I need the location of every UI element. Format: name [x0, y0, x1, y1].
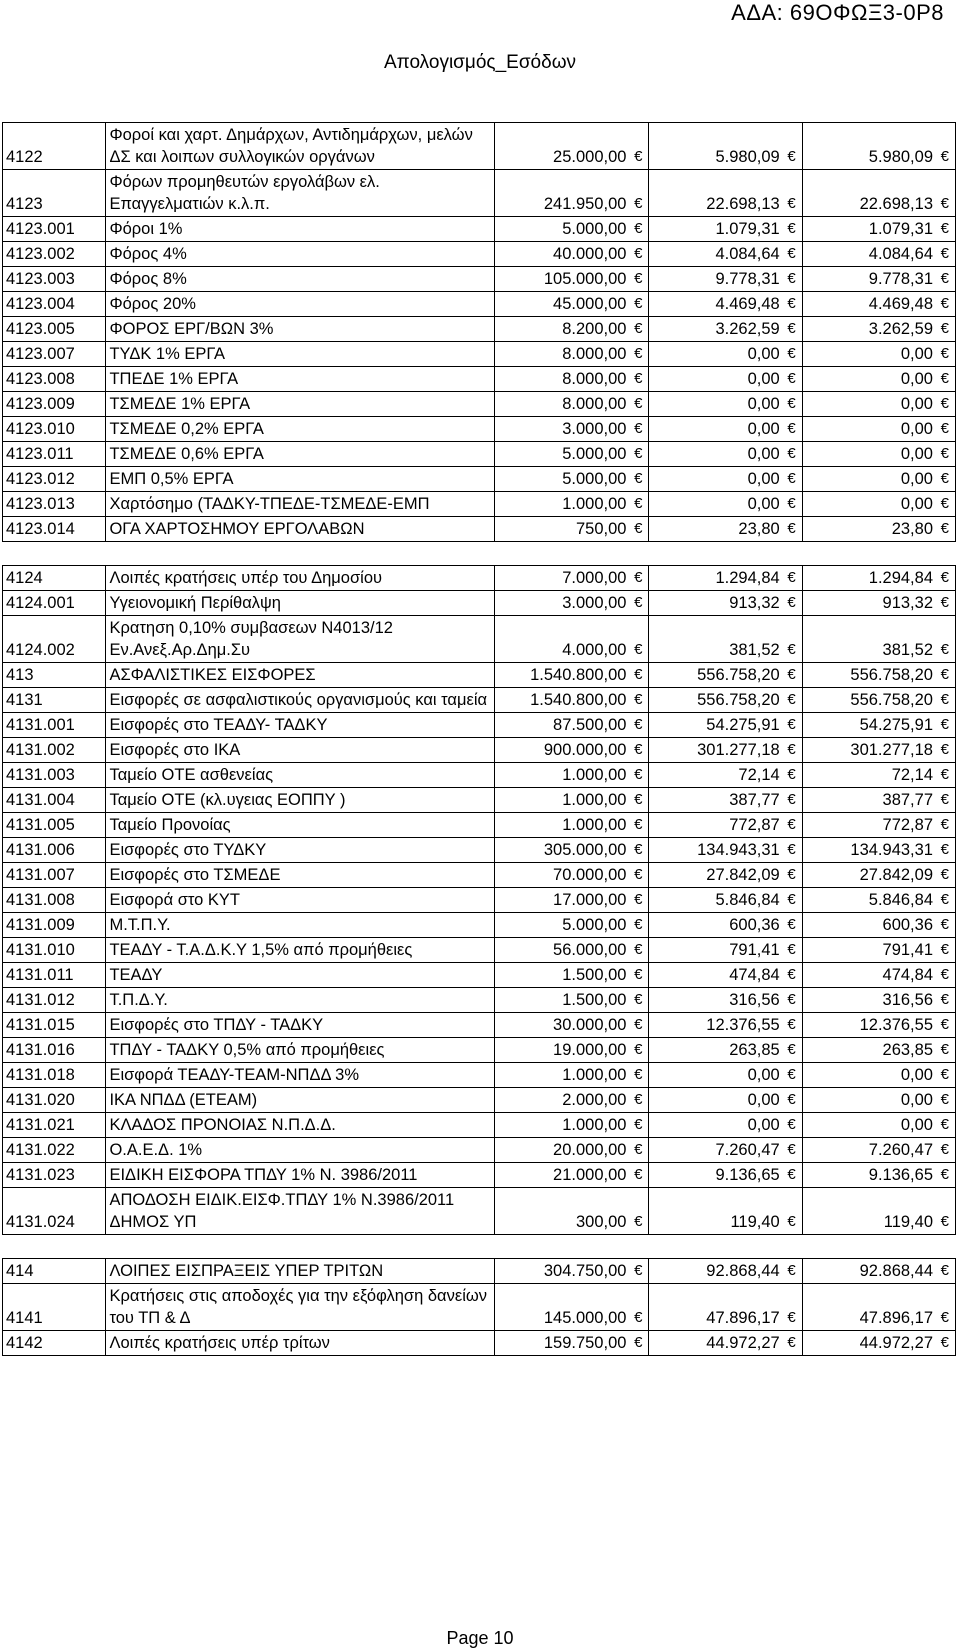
certified-amount-cell: 0,00 €: [649, 492, 802, 517]
budget-amount-cell: 40.000,00 €: [494, 242, 649, 267]
budget-amount-cell: 5.000,00 €: [494, 913, 649, 938]
description-cell: Υγειονομική Περίθαλψη: [106, 591, 494, 616]
table-row: [3, 123, 956, 170]
budget-amount-cell: 8.200,00 €: [494, 317, 649, 342]
account-code-cell: 4123.010: [3, 417, 106, 442]
description-cell: ΤΥΔΚ 1% ΕΡΓΑ: [106, 342, 494, 367]
collected-amount-cell: 0,00 €: [802, 442, 955, 467]
certified-amount-cell: 0,00 €: [649, 367, 802, 392]
table-row: [3, 1163, 956, 1188]
collected-amount-cell: 134.943,31 €: [802, 838, 955, 863]
revenue-table-body: [3, 123, 956, 1356]
description-cell: Λοιπές κρατήσεις υπέρ τρίτων: [106, 1331, 494, 1356]
account-code-cell: 4124.001: [3, 591, 106, 616]
collected-amount-cell: 4.469,48 €: [802, 292, 955, 317]
certified-amount-cell: 44.972,27 €: [649, 1331, 802, 1356]
collected-amount-cell: 0,00 €: [802, 1113, 955, 1138]
description-cell: Εισφορές στο ΤΥΔΚΥ: [106, 838, 494, 863]
budget-amount-cell: 1.540.800,00 €: [494, 688, 649, 713]
budget-amount-cell: [494, 542, 649, 566]
description-cell: Φόρος 20%: [106, 292, 494, 317]
table-row: [3, 170, 956, 217]
account-code-cell: 4131.016: [3, 1038, 106, 1063]
account-code-cell: 4123.008: [3, 367, 106, 392]
account-code-cell: 4131.011: [3, 963, 106, 988]
budget-amount-cell: 1.000,00 €: [494, 763, 649, 788]
collected-amount-cell: 27.842,09 €: [802, 863, 955, 888]
table-row: [3, 517, 956, 542]
collected-amount-cell: 772,87 €: [802, 813, 955, 838]
budget-amount-cell: 19.000,00 €: [494, 1038, 649, 1063]
account-code-cell: 4131.003: [3, 763, 106, 788]
collected-amount-cell: 316,56 €: [802, 988, 955, 1013]
budget-amount-cell: 105.000,00 €: [494, 267, 649, 292]
account-code-cell: [3, 542, 106, 566]
collected-amount-cell: 0,00 €: [802, 492, 955, 517]
account-code-cell: 4123.001: [3, 217, 106, 242]
table-row: [3, 317, 956, 342]
collected-amount-cell: 0,00 €: [802, 1063, 955, 1088]
budget-amount-cell: 1.500,00 €: [494, 988, 649, 1013]
collected-amount-cell: 7.260,47 €: [802, 1138, 955, 1163]
certified-amount-cell: 387,77 €: [649, 788, 802, 813]
description-cell: Φόρος 4%: [106, 242, 494, 267]
collected-amount-cell: 0,00 €: [802, 467, 955, 492]
description-cell: ΕΙΔΙΚΗ ΕΙΣΦΟΡΑ ΤΠΔΥ 1% Ν. 3986/2011: [106, 1163, 494, 1188]
account-code-cell: 4124: [3, 566, 106, 591]
description-cell: Κρατήσεις στις αποδοχές για την εξόφληση δανείων του ΤΠ & Δ: [106, 1284, 494, 1331]
table-row: [3, 913, 956, 938]
budget-amount-cell: 900.000,00 €: [494, 738, 649, 763]
description-cell: Κρατηση 0,10% συμβασεων Ν4013/12 Εν.Ανεξ.Αρ.Δημ.Συ: [106, 616, 494, 663]
budget-amount-cell: 3.000,00 €: [494, 591, 649, 616]
account-code-cell: 4131: [3, 688, 106, 713]
table-row: [3, 267, 956, 292]
account-code-cell: 4131.001: [3, 713, 106, 738]
table-row: [3, 1038, 956, 1063]
certified-amount-cell: 134.943,31 €: [649, 838, 802, 863]
budget-amount-cell: 8.000,00 €: [494, 392, 649, 417]
table-row: [3, 442, 956, 467]
budget-amount-cell: 8.000,00 €: [494, 367, 649, 392]
budget-amount-cell: 5.000,00 €: [494, 467, 649, 492]
budget-amount-cell: 750,00 €: [494, 517, 649, 542]
table-row: [3, 738, 956, 763]
table-row: [3, 888, 956, 913]
collected-amount-cell: 1.079,31 €: [802, 217, 955, 242]
description-cell: ΤΣΜΕΔΕ 0,2% ΕΡΓΑ: [106, 417, 494, 442]
table-row: [3, 663, 956, 688]
collected-amount-cell: 3.262,59 €: [802, 317, 955, 342]
table-row: [3, 591, 956, 616]
budget-amount-cell: 17.000,00 €: [494, 888, 649, 913]
description-cell: ΟΓΑ ΧΑΡΤΟΣΗΜΟΥ ΕΡΓΟΛΑΒΩΝ: [106, 517, 494, 542]
description-cell: Ταμείο ΟΤΕ (κλ.υγειας ΕΟΠΠΥ ): [106, 788, 494, 813]
description-cell: ΤΣΜΕΔΕ 0,6% ΕΡΓΑ: [106, 442, 494, 467]
account-code-cell: 4131.024: [3, 1188, 106, 1235]
table-row: [3, 616, 956, 663]
collected-amount-cell: 22.698,13 €: [802, 170, 955, 217]
table-row: [3, 217, 956, 242]
budget-amount-cell: 56.000,00 €: [494, 938, 649, 963]
account-code-cell: 4123.014: [3, 517, 106, 542]
description-cell: [106, 1235, 494, 1259]
certified-amount-cell: 913,32 €: [649, 591, 802, 616]
account-code-cell: 4123.011: [3, 442, 106, 467]
collected-amount-cell: 556.758,20 €: [802, 663, 955, 688]
certified-amount-cell: 9.136,65 €: [649, 1163, 802, 1188]
description-cell: ΤΕΑΔΥ: [106, 963, 494, 988]
account-code-cell: 4123.007: [3, 342, 106, 367]
table-row: [3, 838, 956, 863]
budget-amount-cell: 1.000,00 €: [494, 1113, 649, 1138]
certified-amount-cell: [649, 542, 802, 566]
description-cell: Φόρων προμηθευτών εργολάβων ελ. Επαγγελματιών κ.λ.π.: [106, 170, 494, 217]
table-row: [3, 788, 956, 813]
collected-amount-cell: 0,00 €: [802, 417, 955, 442]
budget-amount-cell: 87.500,00 €: [494, 713, 649, 738]
account-code-cell: 4131.005: [3, 813, 106, 838]
certified-amount-cell: 791,41 €: [649, 938, 802, 963]
budget-amount-cell: 1.000,00 €: [494, 788, 649, 813]
budget-amount-cell: 20.000,00 €: [494, 1138, 649, 1163]
budget-amount-cell: 25.000,00 €: [494, 123, 649, 170]
table-row: [3, 763, 956, 788]
table-row: [3, 342, 956, 367]
budget-amount-cell: 30.000,00 €: [494, 1013, 649, 1038]
table-row: [3, 1188, 956, 1235]
budget-amount-cell: 8.000,00 €: [494, 342, 649, 367]
table-row: [3, 292, 956, 317]
certified-amount-cell: 54.275,91 €: [649, 713, 802, 738]
budget-amount-cell: 1.500,00 €: [494, 963, 649, 988]
description-cell: Εισφορά ΤΕΑΔΥ-ΤΕΑΜ-ΝΠΔΔ 3%: [106, 1063, 494, 1088]
table-row: [3, 1259, 956, 1284]
page-number: Page 10: [446, 1628, 514, 1648]
table-row: [3, 467, 956, 492]
budget-amount-cell: 2.000,00 €: [494, 1088, 649, 1113]
description-cell: Χαρτόσημο (ΤΑΔΚΥ-ΤΠΕΔΕ-ΤΣΜΕΔΕ-ΕΜΠ: [106, 492, 494, 517]
account-code-cell: 4131.023: [3, 1163, 106, 1188]
account-code-cell: 4131.018: [3, 1063, 106, 1088]
table-row: [3, 1063, 956, 1088]
account-code-cell: 4123.005: [3, 317, 106, 342]
description-cell: Εισφορές στο ΤΠΔΥ - ΤΑΔΚΥ: [106, 1013, 494, 1038]
certified-amount-cell: 12.376,55 €: [649, 1013, 802, 1038]
collected-amount-cell: 92.868,44 €: [802, 1259, 955, 1284]
account-code-cell: 4131.008: [3, 888, 106, 913]
table-row: [3, 417, 956, 442]
certified-amount-cell: 0,00 €: [649, 442, 802, 467]
budget-amount-cell: 5.000,00 €: [494, 442, 649, 467]
collected-amount-cell: 0,00 €: [802, 367, 955, 392]
budget-amount-cell: 1.000,00 €: [494, 1063, 649, 1088]
certified-amount-cell: 0,00 €: [649, 1088, 802, 1113]
account-code-cell: 4131.021: [3, 1113, 106, 1138]
collected-amount-cell: 9.778,31 €: [802, 267, 955, 292]
collected-amount-cell: 44.972,27 €: [802, 1331, 955, 1356]
budget-amount-cell: 21.000,00 €: [494, 1163, 649, 1188]
certified-amount-cell: 4.469,48 €: [649, 292, 802, 317]
collected-amount-cell: 301.277,18 €: [802, 738, 955, 763]
description-cell: ΑΣΦΑΛΙΣΤΙΚΕΣ ΕΙΣΦΟΡΕΣ: [106, 663, 494, 688]
account-code-cell: 4131.004: [3, 788, 106, 813]
budget-amount-cell: 45.000,00 €: [494, 292, 649, 317]
certified-amount-cell: 9.778,31 €: [649, 267, 802, 292]
account-code-cell: 414: [3, 1259, 106, 1284]
budget-amount-cell: 1.000,00 €: [494, 492, 649, 517]
certified-amount-cell: 0,00 €: [649, 342, 802, 367]
account-code-cell: 4131.020: [3, 1088, 106, 1113]
account-code-cell: 4141: [3, 1284, 106, 1331]
description-cell: Εισφορές σε ασφαλιστικούς οργανισμούς και ταμεία: [106, 688, 494, 713]
budget-amount-cell: 241.950,00 €: [494, 170, 649, 217]
collected-amount-cell: 5.980,09 €: [802, 123, 955, 170]
certified-amount-cell: 381,52 €: [649, 616, 802, 663]
description-cell: Εισφορές στο ΤΣΜΕΔΕ: [106, 863, 494, 888]
account-code-cell: 4142: [3, 1331, 106, 1356]
certified-amount-cell: 0,00 €: [649, 392, 802, 417]
spacer-row: [3, 542, 956, 566]
budget-amount-cell: 1.540.800,00 €: [494, 663, 649, 688]
collected-amount-cell: 0,00 €: [802, 342, 955, 367]
collected-amount-cell: 23,80 €: [802, 517, 955, 542]
description-cell: Λοιπές κρατήσεις υπέρ του Δημοσίου: [106, 566, 494, 591]
ada-code: ΑΔΑ: 69ΟΦΩΞ3-0Ρ8: [731, 0, 944, 25]
collected-amount-cell: 5.846,84 €: [802, 888, 955, 913]
description-cell: ΚΛΑΔΟΣ ΠΡΟΝΟΙΑΣ Ν.Π.Δ.Δ.: [106, 1113, 494, 1138]
table-row: [3, 367, 956, 392]
spacer-row: [3, 1235, 956, 1259]
description-cell: Ταμείο ΟΤΕ ασθενείας: [106, 763, 494, 788]
certified-amount-cell: 263,85 €: [649, 1038, 802, 1063]
collected-amount-cell: 9.136,65 €: [802, 1163, 955, 1188]
description-cell: Εισφορά στο ΚΥΤ: [106, 888, 494, 913]
certified-amount-cell: 47.896,17 €: [649, 1284, 802, 1331]
collected-amount-cell: 54.275,91 €: [802, 713, 955, 738]
certified-amount-cell: 92.868,44 €: [649, 1259, 802, 1284]
budget-amount-cell: 5.000,00 €: [494, 217, 649, 242]
certified-amount-cell: 72,14 €: [649, 763, 802, 788]
description-cell: ΛΟΙΠΕΣ ΕΙΣΠΡΑΞΕΙΣ ΥΠΕΡ ΤΡΙΤΩΝ: [106, 1259, 494, 1284]
description-cell: Ταμείο Προνοίας: [106, 813, 494, 838]
collected-amount-cell: [802, 542, 955, 566]
certified-amount-cell: 600,36 €: [649, 913, 802, 938]
account-code-cell: 4122: [3, 123, 106, 170]
certified-amount-cell: 474,84 €: [649, 963, 802, 988]
account-code-cell: 4124.002: [3, 616, 106, 663]
description-cell: ΤΠΔΥ - ΤΑΔΚΥ 0,5% από προμήθειες: [106, 1038, 494, 1063]
certified-amount-cell: 5.846,84 €: [649, 888, 802, 913]
description-cell: ΕΜΠ 0,5% ΕΡΓΑ: [106, 467, 494, 492]
account-code-cell: 4131.015: [3, 1013, 106, 1038]
description-cell: ΙΚΑ ΝΠΔΔ (ΕΤΕΑΜ): [106, 1088, 494, 1113]
certified-amount-cell: 0,00 €: [649, 1113, 802, 1138]
collected-amount-cell: 4.084,64 €: [802, 242, 955, 267]
account-code-cell: [3, 1235, 106, 1259]
account-code-cell: 4123.002: [3, 242, 106, 267]
table-row: [3, 863, 956, 888]
account-code-cell: 4131.002: [3, 738, 106, 763]
table-row: [3, 1113, 956, 1138]
certified-amount-cell: [649, 1235, 802, 1259]
table-row: [3, 392, 956, 417]
account-code-cell: 4123.012: [3, 467, 106, 492]
description-cell: Φόρος 8%: [106, 267, 494, 292]
collected-amount-cell: 913,32 €: [802, 591, 955, 616]
budget-amount-cell: 300,00 €: [494, 1188, 649, 1235]
certified-amount-cell: 4.084,64 €: [649, 242, 802, 267]
budget-amount-cell: 304.750,00 €: [494, 1259, 649, 1284]
table-row: [3, 1331, 956, 1356]
collected-amount-cell: 556.758,20 €: [802, 688, 955, 713]
description-cell: Φόροι 1%: [106, 217, 494, 242]
account-code-cell: 413: [3, 663, 106, 688]
description-cell: ΑΠΟΔΟΣΗ ΕΙΔΙΚ.ΕΙΣΦ.ΤΠΔΥ 1% Ν.3986/2011 ΔΗΜΟΣ ΥΠ: [106, 1188, 494, 1235]
collected-amount-cell: 0,00 €: [802, 1088, 955, 1113]
budget-amount-cell: 4.000,00 €: [494, 616, 649, 663]
certified-amount-cell: 556.758,20 €: [649, 688, 802, 713]
table-row: [3, 1138, 956, 1163]
certified-amount-cell: 1.079,31 €: [649, 217, 802, 242]
budget-amount-cell: 7.000,00 €: [494, 566, 649, 591]
description-cell: [106, 542, 494, 566]
budget-amount-cell: [494, 1235, 649, 1259]
account-code-cell: 4123.004: [3, 292, 106, 317]
budget-amount-cell: 70.000,00 €: [494, 863, 649, 888]
table-row: [3, 963, 956, 988]
description-cell: ΤΕΑΔΥ - Τ.Α.Δ.Κ.Υ 1,5% από προμήθειες: [106, 938, 494, 963]
budget-amount-cell: 1.000,00 €: [494, 813, 649, 838]
certified-amount-cell: 0,00 €: [649, 417, 802, 442]
account-code-cell: 4131.010: [3, 938, 106, 963]
collected-amount-cell: 263,85 €: [802, 1038, 955, 1063]
description-cell: ΤΠΕΔΕ 1% ΕΡΓΑ: [106, 367, 494, 392]
account-code-cell: 4123: [3, 170, 106, 217]
collected-amount-cell: 474,84 €: [802, 963, 955, 988]
collected-amount-cell: 791,41 €: [802, 938, 955, 963]
table-row: [3, 713, 956, 738]
collected-amount-cell: 0,00 €: [802, 392, 955, 417]
table-row: [3, 688, 956, 713]
table-row: [3, 1284, 956, 1331]
certified-amount-cell: 7.260,47 €: [649, 1138, 802, 1163]
description-cell: Φοροί και χαρτ. Δημάρχων, Αντιδημάρχων, μελών ΔΣ και λοιπων συλλογικών οργάνων: [106, 123, 494, 170]
certified-amount-cell: 1.294,84 €: [649, 566, 802, 591]
account-code-cell: 4131.007: [3, 863, 106, 888]
certified-amount-cell: 0,00 €: [649, 1063, 802, 1088]
budget-amount-cell: 305.000,00 €: [494, 838, 649, 863]
collected-amount-cell: 72,14 €: [802, 763, 955, 788]
certified-amount-cell: 301.277,18 €: [649, 738, 802, 763]
description-cell: ΦΟΡΟΣ ΕΡΓ/ΒΩΝ 3%: [106, 317, 494, 342]
certified-amount-cell: 0,00 €: [649, 467, 802, 492]
collected-amount-cell: 119,40 €: [802, 1188, 955, 1235]
certified-amount-cell: 22.698,13 €: [649, 170, 802, 217]
collected-amount-cell: [802, 1235, 955, 1259]
collected-amount-cell: 47.896,17 €: [802, 1284, 955, 1331]
table-row: [3, 938, 956, 963]
table-row: [3, 492, 956, 517]
account-code-cell: 4123.013: [3, 492, 106, 517]
certified-amount-cell: 772,87 €: [649, 813, 802, 838]
certified-amount-cell: 556.758,20 €: [649, 663, 802, 688]
description-cell: Εισφορές στο ΙΚΑ: [106, 738, 494, 763]
table-row: [3, 1088, 956, 1113]
description-cell: ΤΣΜΕΔΕ 1% ΕΡΓΑ: [106, 392, 494, 417]
certified-amount-cell: 27.842,09 €: [649, 863, 802, 888]
certified-amount-cell: 3.262,59 €: [649, 317, 802, 342]
account-code-cell: 4131.022: [3, 1138, 106, 1163]
collected-amount-cell: 381,52 €: [802, 616, 955, 663]
description-cell: Τ.Π.Δ.Υ.: [106, 988, 494, 1013]
account-code-cell: 4123.003: [3, 267, 106, 292]
budget-amount-cell: 145.000,00 €: [494, 1284, 649, 1331]
budget-amount-cell: 159.750,00 €: [494, 1331, 649, 1356]
collected-amount-cell: 387,77 €: [802, 788, 955, 813]
account-code-cell: 4123.009: [3, 392, 106, 417]
table-row: [3, 242, 956, 267]
description-cell: Μ.Τ.Π.Υ.: [106, 913, 494, 938]
table-row: [3, 813, 956, 838]
collected-amount-cell: 12.376,55 €: [802, 1013, 955, 1038]
revenue-table: [2, 122, 956, 1356]
table-row: [3, 566, 956, 591]
budget-amount-cell: 3.000,00 €: [494, 417, 649, 442]
account-code-cell: 4131.006: [3, 838, 106, 863]
certified-amount-cell: 316,56 €: [649, 988, 802, 1013]
collected-amount-cell: 600,36 €: [802, 913, 955, 938]
document-title: Απολογισμός_Εσόδων: [383, 52, 577, 73]
certified-amount-cell: 23,80 €: [649, 517, 802, 542]
certified-amount-cell: 119,40 €: [649, 1188, 802, 1235]
account-code-cell: 4131.009: [3, 913, 106, 938]
description-cell: Εισφορές στο ΤΕΑΔΥ- ΤΑΔΚΥ: [106, 713, 494, 738]
certified-amount-cell: 5.980,09 €: [649, 123, 802, 170]
table-row: [3, 988, 956, 1013]
description-cell: Ο.Α.Ε.Δ. 1%: [106, 1138, 494, 1163]
collected-amount-cell: 1.294,84 €: [802, 566, 955, 591]
table-row: [3, 1013, 956, 1038]
account-code-cell: 4131.012: [3, 988, 106, 1013]
